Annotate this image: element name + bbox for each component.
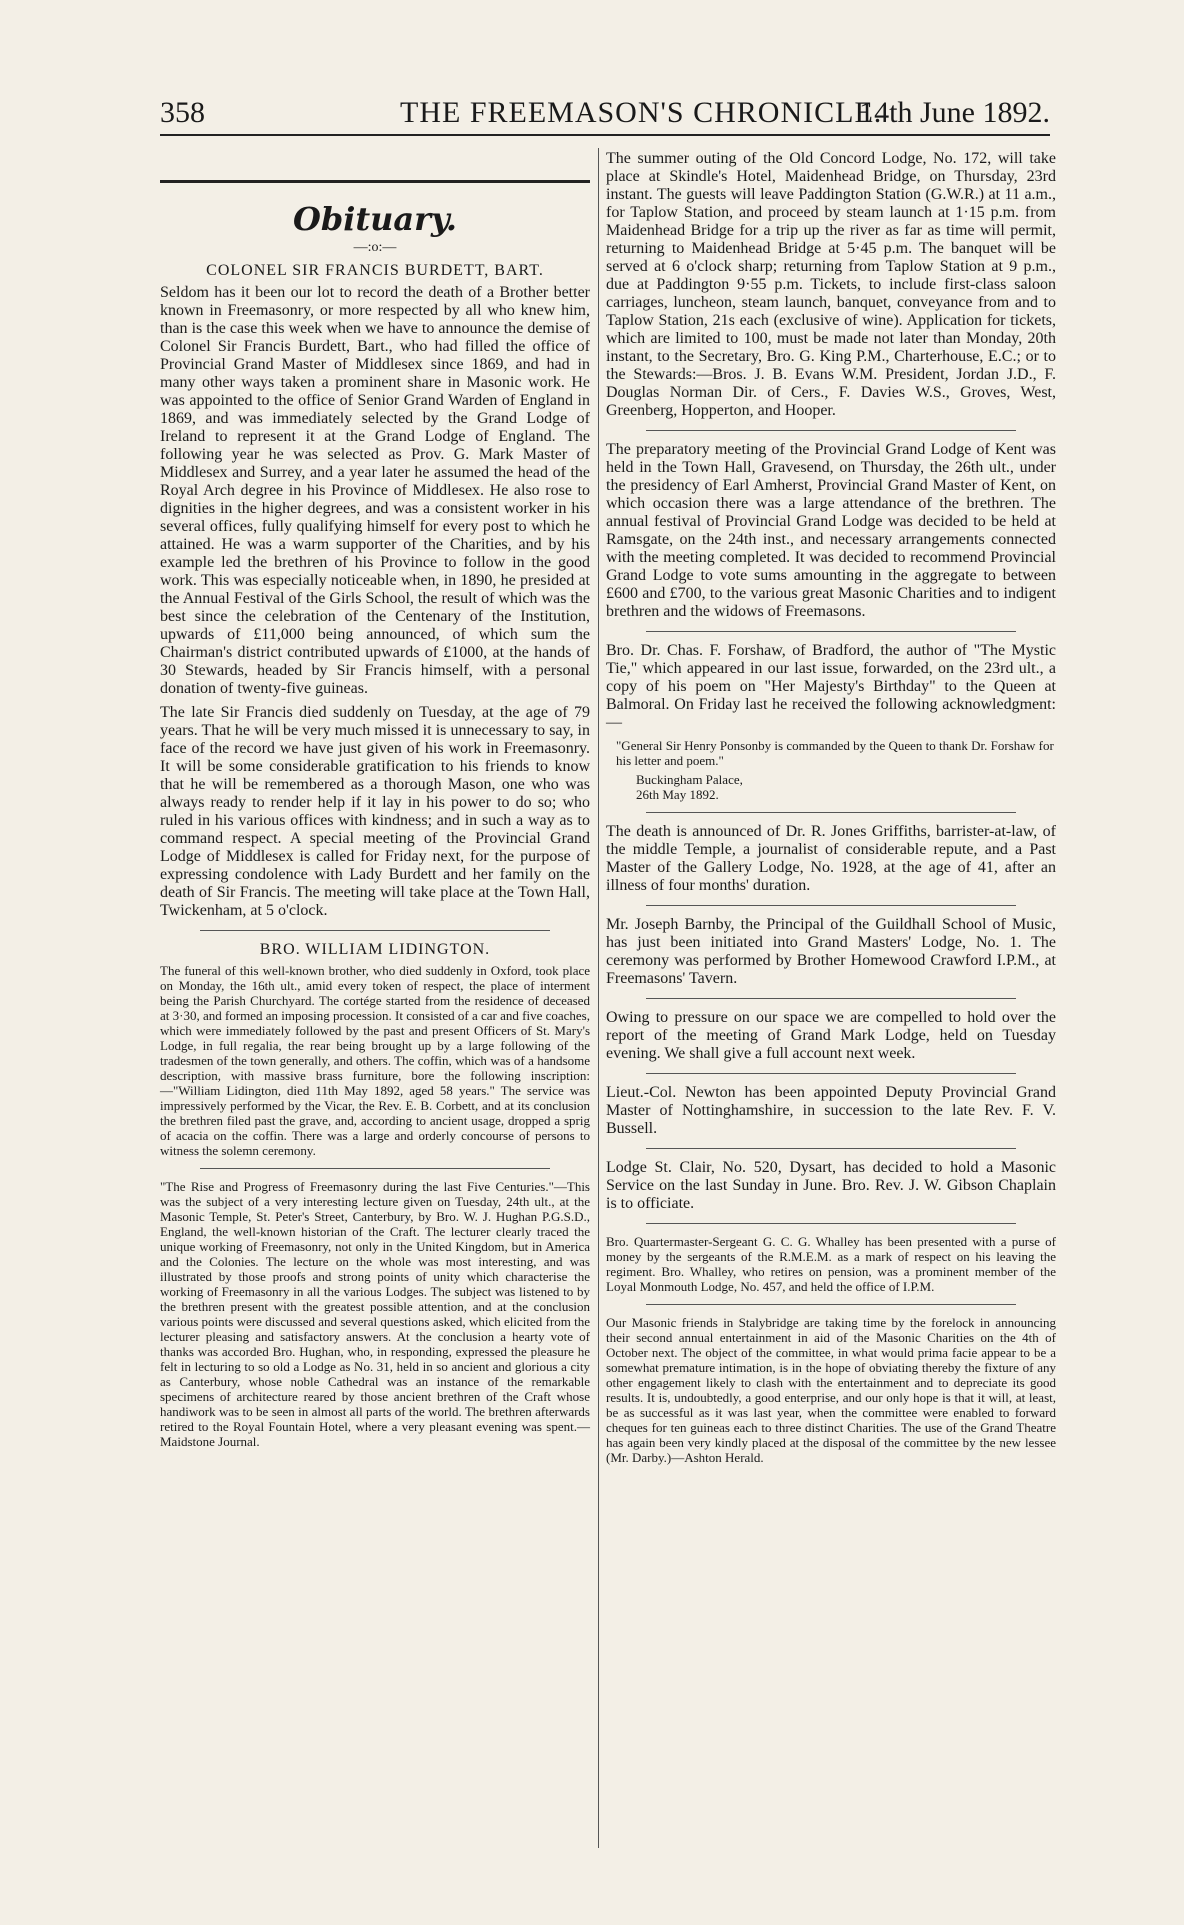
forshaw-paragraph: Bro. Dr. Chas. F. Forshaw, of Bradford, the author of "The Mystic Tie," which appeared in our last issue, forwarded, on the 23rd ult., a copy of his poem on "Her Majesty's Birthday" to the Queen at Balmoral. On Friday last he received the following acknowledgment:— xyxy=(606,642,1056,731)
issue-date: 14th June 1892. xyxy=(859,96,1050,129)
obituary-rule xyxy=(160,180,590,183)
separator xyxy=(646,1304,1016,1305)
lidington-heading: BRO. WILLIAM LIDINGTON. xyxy=(259,941,491,958)
griffiths-paragraph: The death is announced of Dr. R. Jones Griffiths, barrister-at-law, of the middle Temple, a journalist of considerable repute, and a Past Master of the Gallery Lodge, No. 1928, at the age of 41, after an illness of four months' duration. xyxy=(606,823,1056,894)
separator xyxy=(646,905,1016,906)
forshaw-signature-date: 26th May 1892. xyxy=(636,787,719,802)
burdett-heading: COLONEL SIR FRANCIS BURDETT, BART. xyxy=(206,262,544,279)
separator xyxy=(646,1073,1016,1074)
burdett-paragraph-2: The late Sir Francis died suddenly on Tuesday, at the age of 79 years. That he will be very much missed it is unnecessary to say, in face of the record we have just given of his work in Freemasonry. It will be some considerable gratification to his friends to know that he will be remembered as a thorough Mason, one who was always ready to render help if it lay in his power to do so; who ruled in his various offices with kindness; and in such a way as to command respect. A special meeting of the Provincial Grand Lodge of Middlesex is called for Friday next, for the purpose of expressing condolence with Lady Burdett and her family on the death of Sir Francis. The meeting will take place at the Town Hall, Twickenham, at 5 o'clock. xyxy=(160,704,590,919)
rise-progress-paragraph: "The Rise and Progress of Freemasonry during the last Five Centuries."—This was the subject of a very interesting lecture given on Tuesday, 24th ult., at the Masonic Temple, St. Peter's Street, Canterbury, by Bro. W. J. Hughan P.G.S.D., England, the well-known historian of the Craft. The lecturer clearly traced the unique working of Freemasonry, not only in the United Kingdom, but in America and the Colonies. The lecture on the whole was most interesting, and was illustrated by those proofs and strong points of unity which characterise the working of Freemasonry in all the various Lodges. The subject was listened to by the brethren present with the greatest possible attention, and at the conclusion various points were discussed and several questions asked, which elicited from the lecturer pleasing and satisfactory answers. At the conclusion a hearty vote of thanks was accorded Bro. Hughan, who, in responding, expressed the pleasure he felt in lecturing to so old a Lodge as No. 31, held in so ancient and glorious a city as Canterbury, whose noble Cathedral was an instance of the remarkable specimens of architecture reared by those ancient brethren of the Craft whose handiwork was to be seen in almost all parts of the world. The brethren afterwards retired to the Royal Fountain Hotel, where a very pleasant evening was spent.—Maidstone Journal. xyxy=(160,1179,590,1449)
ornament: —:o:— xyxy=(353,240,397,255)
separator xyxy=(646,812,1016,813)
stalybridge-paragraph: Our Masonic friends in Stalybridge are taking time by the forelock in announcing their second annual entertainment in aid of the Masonic Charities on the 4th of October next. The object of the committee, in what would prima facie appear to be a somewhat premature intimation, is in the hope of obviating thereby the fixture of any other engagement likely to clash with the entertainment and to depreciate its good results. It is, undoubtedly, a good enterprise, and our only hope is that it will, at least, be as successful as it was last year, when the committee were enabled to forward cheques for ten guineas each to three distinct Charities. The use of the Grand Theatre has again been very kindly placed at the disposal of the committee by the new lessee (Mr. Darby.)—Ashton Herald. xyxy=(606,1315,1056,1465)
publication-title: THE FREEMASON'S CHRONICLE. xyxy=(400,96,883,129)
whalley-paragraph: Bro. Quartermaster-Sergeant G. C. G. Whalley has been presented with a purse of money by the sergeants of the R.M.E.M. as a mark of respect on his leaving the regiment. Bro. Whalley, who retires on pension, was a prominent member of the Loyal Monmouth Lodge, No. 457, and held the office of I.P.M. xyxy=(606,1234,1056,1294)
barnby-paragraph: Mr. Joseph Barnby, the Principal of the Guildhall School of Music, has just been initiated into Grand Masters' Lodge, No. 1. The ceremony was performed by Brother Homewood Crawford I.P.M., at Freemasons' Tavern. xyxy=(606,916,1056,987)
separator xyxy=(200,1168,550,1169)
mark-lodge-paragraph: Owing to pressure on our space we are compelled to hold over the report of the meeting of Grand Mark Lodge, held on Tuesday evening. We shall give a full account next week. xyxy=(606,1009,1056,1062)
left-column xyxy=(160,200,590,1455)
separator xyxy=(200,930,550,931)
newton-paragraph: Lieut.-Col. Newton has been appointed Deputy Provincial Grand Master of Nottinghamshire, in succession to the late Rev. F. V. Bussell. xyxy=(606,1084,1056,1137)
separator xyxy=(646,998,1016,999)
forshaw-quote: "General Sir Henry Ponsonby is commanded by the Queen to thank Dr. Forshaw for his letter and poem." xyxy=(616,738,1054,768)
separator xyxy=(646,430,1016,431)
separator xyxy=(646,631,1016,632)
column-divider xyxy=(598,148,599,1848)
obituary-title: Obituary. xyxy=(292,200,458,238)
right-column xyxy=(606,150,1056,1471)
page-number: 358 xyxy=(160,96,205,129)
st-clair-paragraph: Lodge St. Clair, No. 520, Dysart, has decided to hold a Masonic Service on the last Sunday in June. Bro. Rev. J. W. Gibson Chaplain is to officiate. xyxy=(606,1159,1056,1212)
burdett-paragraph-1: Seldom has it been our lot to record the death of a Brother better known in Freemasonry, or more respected by all who knew him, than is the case this week when we have to announce the demise of Colonel Sir Francis Burdett, Bart., who had filled the office of Provincial Grand Master of Middlesex since 1869, and had in many other ways taken a prominent share in Masonic work. He was appointed to the office of Senior Grand Warden of England in 1869, and was immediately selected by the Grand Lodge of Ireland to represent it at the Grand Lodge of England. The following year he was selected as Prov. G. Mark Master of Middlesex and Surrey, and a year later he assumed the head of the Royal Arch degree in his Province of Middlesex. He also rose to dignities in the higher degrees, and was a consistent worker in his several offices, fully qualifying himself for every post to which he attained. He was a warm supporter of the Charities, and by his example led the brethren of his Province to follow in the good work. This was especially noticeable when, in 1890, he presided at the Annual Festival of the Girls School, the result of which was the best since the celebration of the Centenary of the Institution, upwards of £11,000 being announced, of which sum the Chairman's district contributed upwards of £1000, at the hands of 30 Stewards, headed by Sir Francis himself, with a personal donation of twenty-five guineas. xyxy=(160,284,590,697)
header-rule xyxy=(160,134,1050,136)
lidington-paragraph: The funeral of this well-known brother, who died suddenly in Oxford, took place on Monday, the 16th ult., amid every token of respect, the place of interment being the Parish Churchyard. The cortége started from the residence of deceased at 3·30, and formed an imposing procession. It consisted of a car and five coaches, which were immediately followed by the past and present Officers of St. Mary's Lodge, in full regalia, the rear being brought up by a large following of the tradesmen of the town generally, and others. The coffin, which was of a handsome description, with massive brass furniture, bore the following inscription:—"William Lidington, died 11th May 1892, aged 58 years." The service was impressively performed by the Vicar, the Rev. E. B. Corbett, and at its conclusion the brethren filed past the grave, and, according to ancient usage, dropped a sprig of acacia on the coffin. There was a large and orderly concourse of persons to witness the solemn ceremony. xyxy=(160,963,590,1158)
forshaw-signature-place: Buckingham Palace, xyxy=(636,772,743,787)
separator xyxy=(646,1223,1016,1224)
kent-paragraph: The preparatory meeting of the Provincial Grand Lodge of Kent was held in the Town Hall, Gravesend, on Thursday, the 26th ult., under the presidency of Earl Amherst, Provincial Grand Master of Kent, on which occasion there was a large attendance of the brethren. The annual festival of Provincial Grand Lodge was decided to be held at Ramsgate, on the 24th inst., and necessary arrangements connected with the meeting completed. It was decided to recommend Provincial Grand Lodge to vote sums amounting in the aggregate to between £600 and £700, to the various great Masonic Charities and to indigent brethren and the widows of Freemasons. xyxy=(606,441,1056,620)
page-header xyxy=(160,96,1050,136)
concord-paragraph: The summer outing of the Old Concord Lodge, No. 172, will take place at Skindle's Hotel, Maidenhead Bridge, on Thursday, 23rd instant. The guests will leave Paddington Station (G.W.R.) at 11 a.m., for Taplow Station, and proceed by steam launch at 1·15 p.m. from Maidenhead Bridge for a trip up the river as far as time will permit, returning to Maidenhead Bridge at 5·45 p.m. The banquet will be served at 6 o'clock sharp; returning from Taplow Station at 9 p.m., due at Paddington 9·55 p.m. Tickets, to include first-class saloon carriages, luncheon, steam launch, banquet, conveyance from and to Taplow Station, 21s each (exclusive of wine). Application for tickets, which are limited to 100, must be made not later than Monday, 20th instant, to the Secretary, Bro. G. King P.M., Charterhouse, E.C.; or to the Stewards:—Bros. J. B. Evans W.M. President, Jordan J.D., F. Douglas Norman Dir. of Cers., F. Davies W.S., Groves, West, Greenberg, Hopperton, and Hooper. xyxy=(606,150,1056,419)
separator xyxy=(646,1148,1016,1149)
